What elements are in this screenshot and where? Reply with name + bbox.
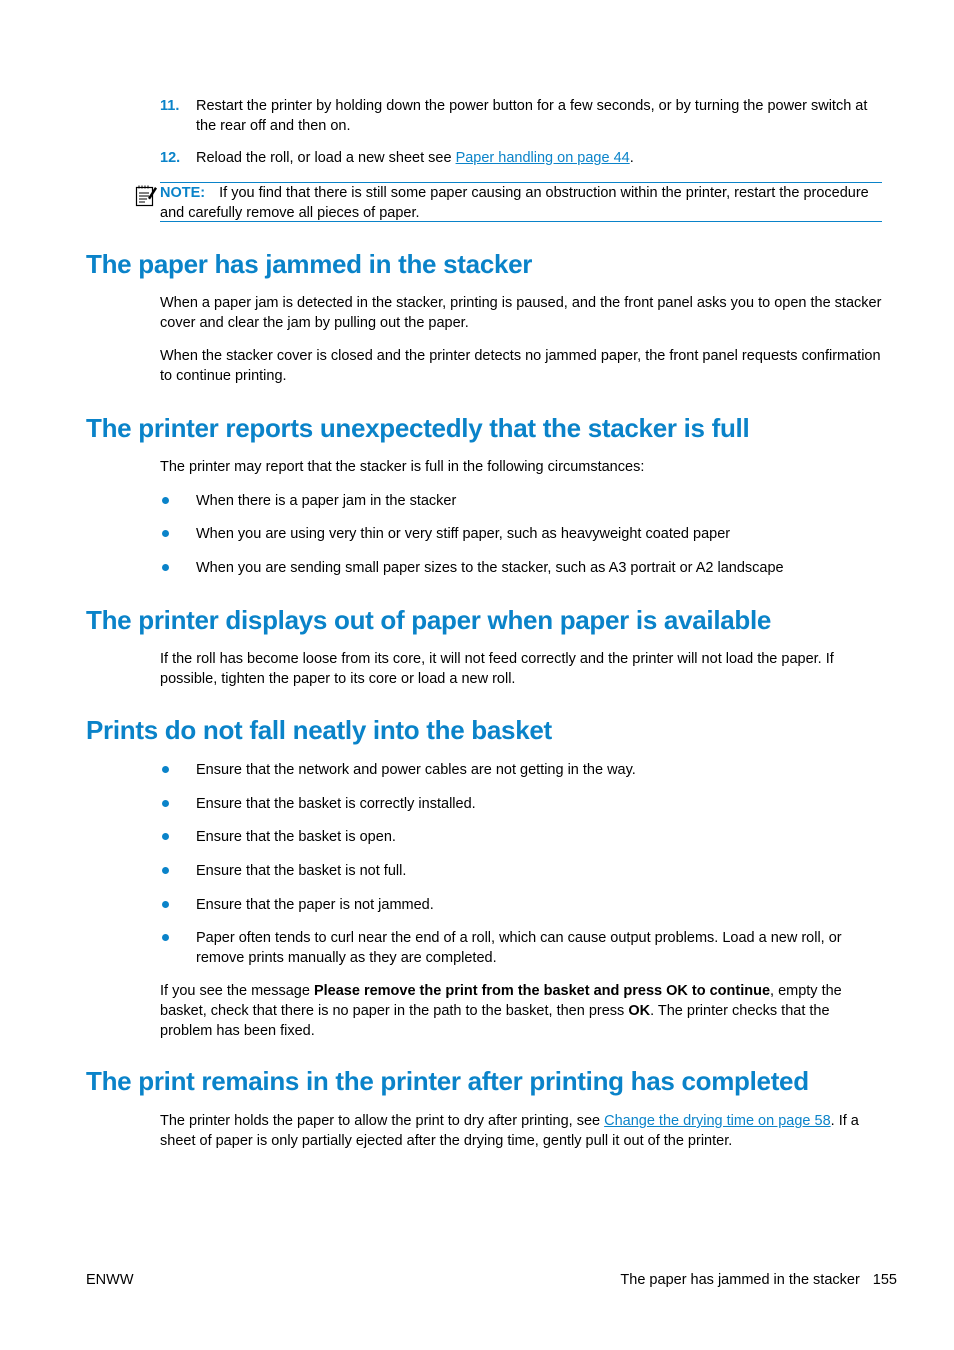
ok-bold: OK <box>628 1003 651 1019</box>
paragraph: The printer may report that the stacker is full in the following circumstances: <box>160 459 645 475</box>
list-item: Ensure that the network and power cables are not getting in the way. <box>196 762 636 778</box>
basket-message-paragraph <box>160 981 882 1041</box>
note-bottom-rule <box>160 221 882 222</box>
section-heading: Prints do not fall neatly into the basket <box>86 715 552 745</box>
paragraph: If the roll has become loose from its core, it will not feed correctly and the printer will not load the paper. If possible, tighten the paper to its core or load a new roll. <box>160 651 834 687</box>
bullet-icon <box>162 800 169 807</box>
footer-section-title: The paper has jammed in the stacker <box>620 1272 860 1288</box>
note-body: If you find that there is still some paper causing an obstruction within the printer, restart the procedure and carefully remove all pieces of paper. <box>160 185 869 221</box>
drying-time-link[interactable]: Change the drying time on page 58 <box>604 1113 831 1129</box>
bullet-icon <box>162 901 169 908</box>
message-bold: Please remove the print from the basket and press OK to continue <box>313 983 771 999</box>
bullet-icon <box>162 564 169 571</box>
step-number: 12. <box>160 150 181 166</box>
list-item: Ensure that the basket is correctly installed. <box>196 796 476 812</box>
page-number: 155 <box>872 1272 897 1288</box>
note-text <box>160 183 882 223</box>
note-icon <box>134 184 158 208</box>
text-run: . The printer checks that the problem has been fixed. <box>160 1003 830 1039</box>
footer-left: ENWW <box>86 1272 134 1288</box>
text-run: . If a sheet of paper is only partially ejected after the drying time, gently pull it out of the printer. <box>160 1113 859 1149</box>
list-item: When you are using very thin or very stiff paper, such as heavyweight coated paper <box>196 526 731 542</box>
bullet-icon <box>162 497 169 504</box>
bullet-icon <box>162 833 169 840</box>
bullet-icon <box>162 766 169 773</box>
step-text-after: . <box>629 150 634 166</box>
section-heading: The print remains in the printer after printing has completed <box>86 1066 809 1096</box>
list-item: Ensure that the basket is open. <box>196 829 396 845</box>
text-run: , empty the basket, check that there is no paper in the path to the basket, then press <box>160 983 842 1019</box>
note-label: NOTE: <box>160 185 206 201</box>
paragraph <box>160 1111 882 1151</box>
paragraph: When the stacker cover is closed and the printer detects no jammed paper, the front panel requests confirmation to continue printing. <box>160 348 881 384</box>
step-text <box>196 148 882 168</box>
section-heading: The printer reports unexpectedly that the stacker is full <box>86 413 750 443</box>
bullet-icon <box>162 867 169 874</box>
paper-handling-link[interactable]: Paper handling on page 44 <box>455 150 630 166</box>
list-item: When you are sending small paper sizes to the stacker, such as A3 portrait or A2 landscape <box>196 560 784 576</box>
paragraph: When a paper jam is detected in the stacker, printing is paused, and the front panel asks you to open the stacker cover and clear the jam by pulling out the paper. <box>160 295 882 331</box>
section-heading: The printer displays out of paper when paper is available <box>86 605 772 635</box>
list-item: Ensure that the paper is not jammed. <box>196 897 434 913</box>
step-text: Restart the printer by holding down the power button for a few seconds, or by turning the power switch at the rear off and then on. <box>196 98 868 134</box>
footer-right <box>620 1270 897 1290</box>
list-item: Ensure that the basket is not full. <box>196 863 407 879</box>
section-heading: The paper has jammed in the stacker <box>86 249 533 279</box>
list-item: Paper often tends to curl near the end of a roll, which can cause output problems. Load a new roll, or remove prints manually as they are completed. <box>196 930 842 966</box>
text-run: If you see the message <box>160 983 314 999</box>
step-number: 11. <box>160 98 180 114</box>
text-run: The printer holds the paper to allow the print to dry after printing, see <box>160 1113 605 1129</box>
list-item: When there is a paper jam in the stacker <box>196 493 457 509</box>
bullet-icon <box>162 530 169 537</box>
step-text-before: Reload the roll, or load a new sheet see <box>196 150 456 166</box>
bullet-icon <box>162 934 169 941</box>
